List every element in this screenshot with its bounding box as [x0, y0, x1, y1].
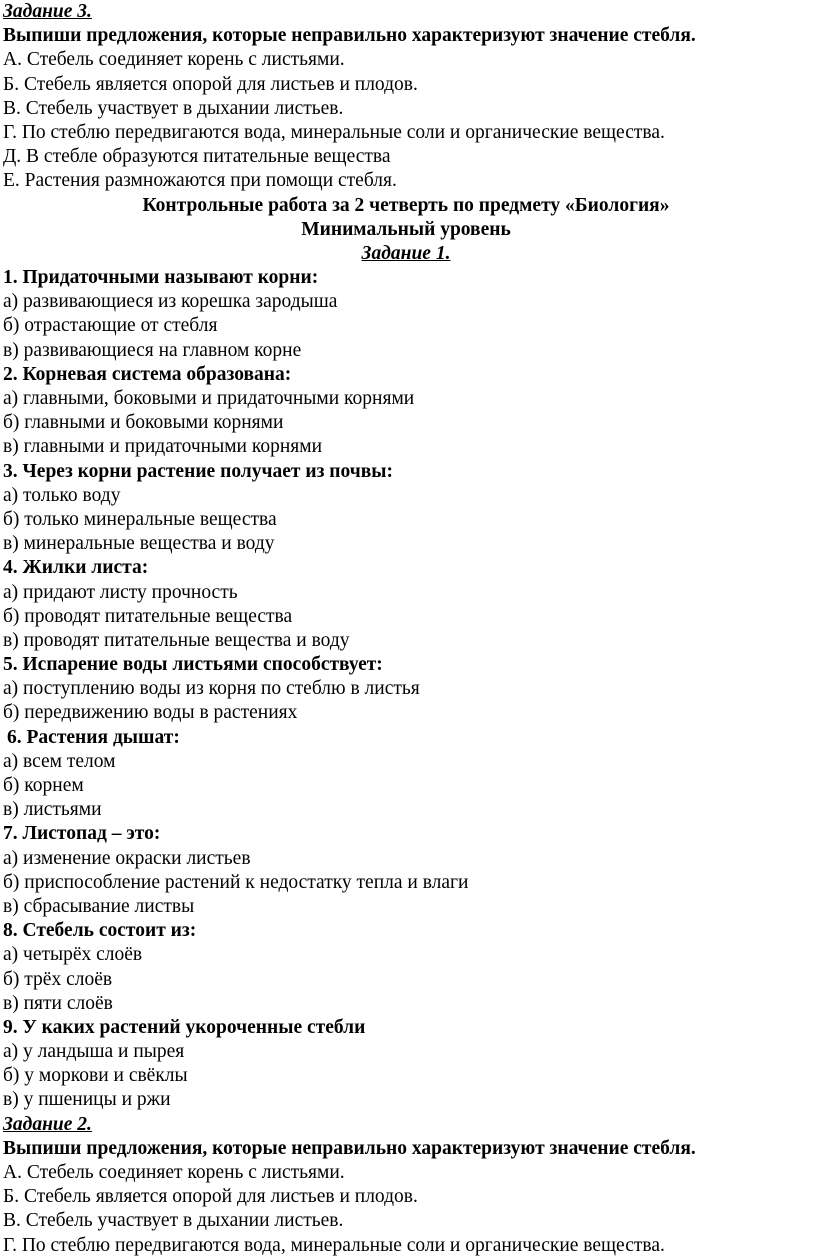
level-title: Минимальный уровень	[301, 218, 511, 240]
answer-option: б) передвижению воды в растениях	[3, 702, 298, 724]
answer-option: в) пяти слоёв	[3, 992, 113, 1014]
document-page	[3, 0, 809, 1258]
task3-item: А. Стебель соединяет корень с листьями.	[3, 49, 345, 71]
task3-item: В. Стебель участвует в дыхании листьев.	[3, 97, 344, 119]
answer-option: а) четырёх слоёв	[3, 944, 143, 966]
answer-option: а) главными, боковыми и придаточными корнями	[3, 388, 415, 409]
question-8: 8. Стебель состоит из:	[3, 920, 197, 942]
answer-option: в) главными и придаточными корнями	[3, 436, 323, 458]
answer-option: в) развивающиеся на главном корне	[3, 339, 302, 361]
task3-item: Д. В стебле образуются питательные вещества	[3, 146, 391, 168]
question-6: 6. Растения дышат:	[7, 726, 180, 748]
answer-option: в) листьями	[3, 799, 102, 821]
answer-option: б) приспособление растений к недостатку тепла и влаги	[3, 871, 469, 893]
answer-option: а) только воду	[3, 484, 121, 506]
task2-item: Г. По стеблю передвигаются вода, минеральные соли и органические вещества.	[3, 1234, 665, 1256]
task3-item: Е. Растения размножаются при помощи стебля.	[3, 170, 397, 192]
answer-option: б) отрастающие от стебля	[3, 315, 218, 337]
question-2: 2. Корневая система образована:	[3, 363, 292, 385]
task2-item: А. Стебель соединяет корень с листьями.	[3, 1162, 345, 1183]
task3-item: Б. Стебель является опорой для листьев и плодов.	[3, 73, 418, 95]
task2-instruction: Выпиши предложения, которые неправильно характеризуют значение стебля.	[3, 1137, 696, 1159]
answer-option: б) корнем	[3, 775, 84, 796]
answer-option: б) главными и боковыми корнями	[3, 412, 284, 434]
answer-option: б) у моркови и свёклы	[3, 1065, 188, 1087]
answer-option: б) только минеральные вещества	[3, 508, 277, 530]
answer-option: а) развивающиеся из корешка зародыша	[3, 291, 338, 313]
task2-item: Б. Стебель является опорой для листьев и плодов.	[3, 1186, 418, 1208]
question-9: 9. У каких растений укороченные стебли	[3, 1016, 366, 1038]
answer-option: а) поступлению воды из корня по стеблю в листья	[3, 678, 420, 700]
answer-option: в) сбрасывание листвы	[3, 895, 195, 917]
test-title: Контрольные работа за 2 четверть по предмету «Биология»	[142, 194, 670, 216]
answer-option: б) проводят питательные вещества	[3, 605, 293, 627]
answer-option: а) у ландыша и пырея	[3, 1041, 185, 1063]
task1-title-wrap	[3, 242, 809, 266]
question-4: 4. Жилки листа:	[3, 557, 149, 579]
question-3: 3. Через корни растение получает из почвы:	[3, 460, 394, 482]
question-7: 7. Листопад – это:	[3, 823, 161, 845]
task3-title: Задание 3.	[3, 1, 92, 22]
question-1: 1. Придаточными называют корни:	[3, 267, 319, 289]
answer-option: в) проводят питательные вещества и воду	[3, 629, 350, 651]
answer-option: а) изменение окраски листьев	[3, 847, 251, 869]
answer-option: в) у пшеницы и ржи	[3, 1089, 171, 1111]
question-5: 5. Испарение воды листьями способствует:	[3, 654, 383, 676]
task3-instruction: Выпиши предложения, которые неправильно характеризуют значение стебля.	[3, 25, 696, 47]
task2-title: Задание 2.	[3, 1113, 92, 1135]
task3-item: Г. По стеблю передвигаются вода, минеральные соли и органические вещества.	[3, 121, 665, 143]
task2-item: В. Стебель участвует в дыхании листьев.	[3, 1210, 344, 1232]
answer-option: в) минеральные вещества и воду	[3, 533, 275, 555]
task1-title: Задание 1.	[361, 242, 451, 264]
answer-option: а) придают листу прочность	[3, 581, 238, 603]
answer-option: б) трёх слоёв	[3, 968, 113, 990]
answer-option: а) всем телом	[3, 750, 116, 772]
